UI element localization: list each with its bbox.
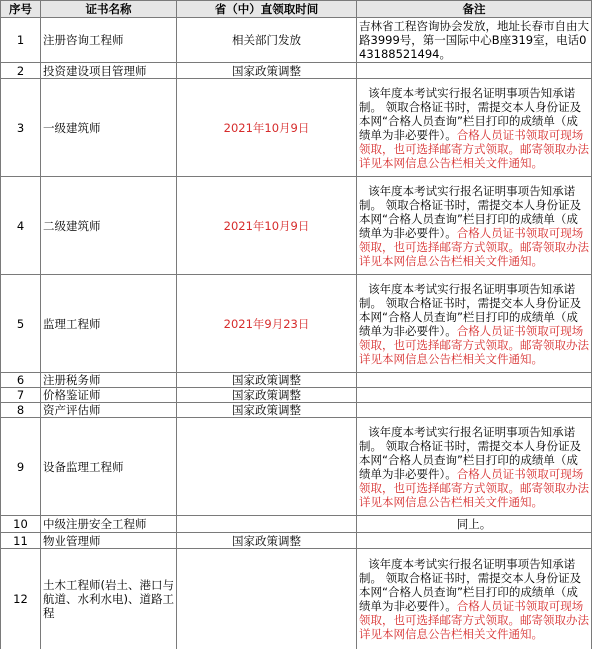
remark-requirements: 该年度本考试实行报名证明事项告知承诺制。 领取合格证书时，需提交本人身份证及本网“合格人员查询”栏目打印的成绩单（成绩单为非必要件）。 xyxy=(359,183,582,240)
table-row xyxy=(1,79,592,177)
remark-collection-method: 合格人员证书领取可现场领取，也可选择邮寄方式领取。邮寄领取办法详见本网信息公告栏相关文件通知。 xyxy=(359,127,589,170)
header-remarks: 备注 xyxy=(357,1,592,18)
row-cert-name: 投资建设项目管理师 xyxy=(41,63,177,79)
row-cert-name: 资产评估师 xyxy=(41,403,177,418)
remark-collection-method: 合格人员证书领取可现场领取，也可选择邮寄方式领取。邮寄领取办法详见本网信息公告栏相关文件通知。 xyxy=(359,598,589,641)
row-remarks xyxy=(357,403,592,418)
table-row xyxy=(1,18,592,63)
table-row xyxy=(1,388,592,403)
remark-requirements: 该年度本考试实行报名证明事项告知承诺制。 领取合格证书时，需提交本人身份证及本网“合格人员查询”栏目打印的成绩单（成绩单为非必要件）。 xyxy=(359,556,582,613)
table-row xyxy=(1,63,592,79)
row-index: 9 xyxy=(1,418,41,516)
row-cert-name: 物业管理师 xyxy=(41,533,177,549)
remark-requirements: 该年度本考试实行报名证明事项告知承诺制。 领取合格证书时，需提交本人身份证及本网“合格人员查询”栏目打印的成绩单（成绩单为非必要件）。 xyxy=(359,281,582,338)
remark-collection-method: 合格人员证书领取可现场领取，也可选择邮寄方式领取。邮寄领取办法详见本网信息公告栏相关文件通知。 xyxy=(359,466,589,509)
remark-requirements: 该年度本考试实行报名证明事项告知承诺制。 领取合格证书时，需提交本人身份证及本网“合格人员查询”栏目打印的成绩单（成绩单为非必要件）。 xyxy=(359,85,582,142)
row-cert-name: 设备监理工程师 xyxy=(41,418,177,516)
table-row xyxy=(1,533,592,549)
row-collection-time: 2021年10月9日 xyxy=(177,177,357,275)
row-collection-time: 国家政策调整 xyxy=(177,533,357,549)
table-row xyxy=(1,275,592,373)
row-cert-name: 二级建筑师 xyxy=(41,177,177,275)
row-index: 11 xyxy=(1,533,41,549)
row-collection-time: 2021年9月23日 xyxy=(177,275,357,373)
table-row xyxy=(1,418,592,516)
row-index: 8 xyxy=(1,403,41,418)
row-index: 3 xyxy=(1,79,41,177)
row-remarks: 吉林省工程咨询协会发放，地址长春市自由大路3999号，第一国际中心B座319室，电话043188521494。 xyxy=(357,18,592,63)
row-collection-time: 2021年10月9日 xyxy=(177,79,357,177)
row-remarks: 同上。 xyxy=(357,516,592,533)
row-cert-name: 土木工程师(岩土、港口与航道、水利水电)、道路工程 xyxy=(41,549,177,649)
row-remarks xyxy=(357,549,592,649)
row-remarks xyxy=(357,63,592,79)
table-row xyxy=(1,549,592,649)
row-cert-name: 一级建筑师 xyxy=(41,79,177,177)
row-cert-name: 价格鉴证师 xyxy=(41,388,177,403)
row-remarks xyxy=(357,388,592,403)
table-row xyxy=(1,177,592,275)
row-remarks xyxy=(357,275,592,373)
row-collection-time: 国家政策调整 xyxy=(177,373,357,388)
row-collection-time xyxy=(177,516,357,533)
row-remarks xyxy=(357,79,592,177)
header-row xyxy=(1,1,592,18)
remark-collection-method: 合格人员证书领取可现场领取，也可选择邮寄方式领取。邮寄领取办法详见本网信息公告栏相关文件通知。 xyxy=(359,225,589,268)
row-index: 4 xyxy=(1,177,41,275)
row-collection-time: 相关部门发放 xyxy=(177,18,357,63)
table-row xyxy=(1,516,592,533)
row-index: 10 xyxy=(1,516,41,533)
row-remarks xyxy=(357,177,592,275)
row-index: 6 xyxy=(1,373,41,388)
table-row xyxy=(1,403,592,418)
row-index: 2 xyxy=(1,63,41,79)
row-collection-time: 国家政策调整 xyxy=(177,63,357,79)
remark-requirements: 该年度本考试实行报名证明事项告知承诺制。 领取合格证书时，需提交本人身份证及本网“合格人员查询”栏目打印的成绩单（成绩单为非必要件）。 xyxy=(359,424,582,481)
row-collection-time xyxy=(177,549,357,649)
row-collection-time xyxy=(177,418,357,516)
header-index: 序号 xyxy=(1,1,41,18)
row-index: 5 xyxy=(1,275,41,373)
row-remarks xyxy=(357,418,592,516)
row-index: 12 xyxy=(1,549,41,649)
header-cert-name: 证书名称 xyxy=(41,1,177,18)
row-index: 1 xyxy=(1,18,41,63)
row-cert-name: 注册税务师 xyxy=(41,373,177,388)
remark-collection-method: 合格人员证书领取可现场领取，也可选择邮寄方式领取。邮寄领取办法详见本网信息公告栏相关文件通知。 xyxy=(359,323,589,366)
row-cert-name: 监理工程师 xyxy=(41,275,177,373)
row-collection-time: 国家政策调整 xyxy=(177,403,357,418)
row-remarks xyxy=(357,533,592,549)
row-collection-time: 国家政策调整 xyxy=(177,388,357,403)
table-row xyxy=(1,373,592,388)
header-collection-time: 省（中）直领取时间 xyxy=(177,1,357,18)
row-cert-name: 注册咨询工程师 xyxy=(41,18,177,63)
row-index: 7 xyxy=(1,388,41,403)
row-remarks xyxy=(357,373,592,388)
row-cert-name: 中级注册安全工程师 xyxy=(41,516,177,533)
